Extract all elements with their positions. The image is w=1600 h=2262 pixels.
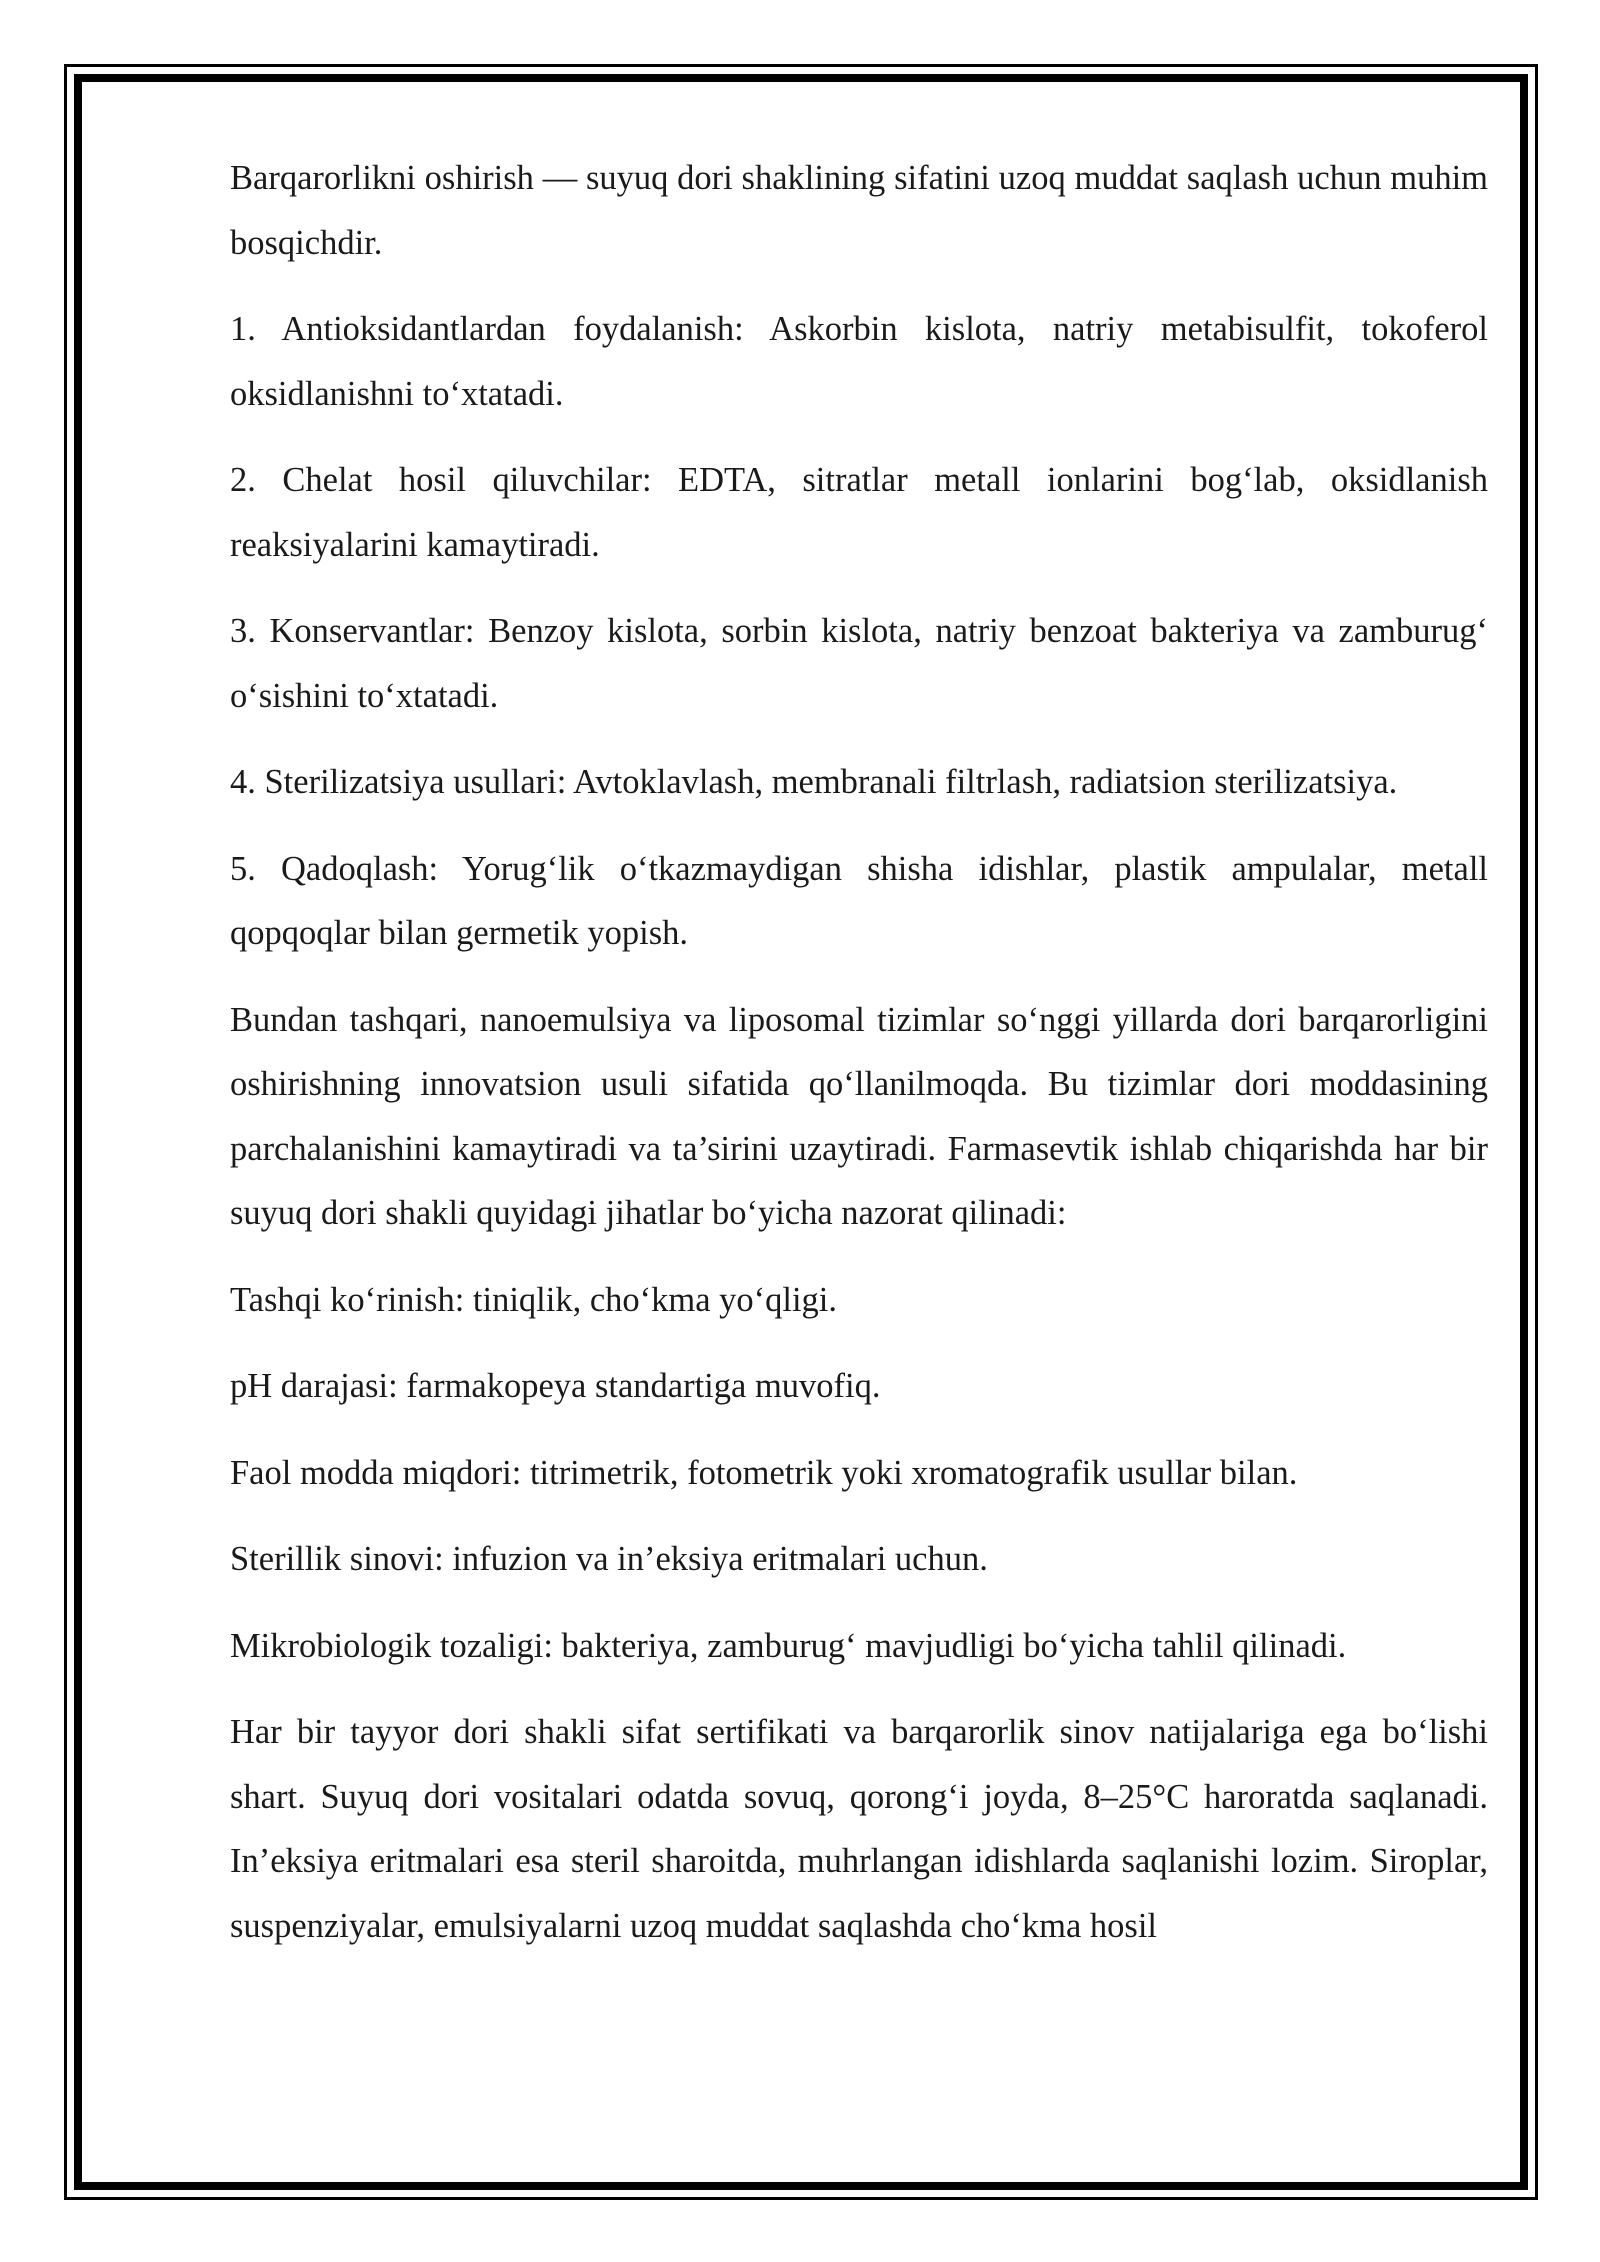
intro-paragraph: Barqarorlikni oshirish — suyuq dori shaklining sifatini uzoq muddat saqlash uchun muhim bosqichdir. [230,159,1488,262]
list-item-preservatives: 3. Konservantlar: Benzoy kislota, sorbin kislota, natriy benzoat bakteriya va zamburug‘ o‘sishini to‘xtatadi. [230,612,1488,715]
document-body [230,146,1488,1958]
storage-paragraph: Har bir tayyor dori shakli sifat sertifikati va barqarorlik sinov natijalariga ega bo‘lishi shart. Suyuq dori vositalari odatda sovuq, qorong‘i joyda, 8–25°C haroratda saqlanadi. In’eksiya eritmalari esa steril sharoitda, muhrlangan idishlarda saqlanishi lozim. Siroplar, suspenziyalar, emulsiyalarni uzoq muddat saqlashda cho‘kma hosil [230,1713,1488,1945]
list-item-chelating-agents: 2. Chelat hosil qiluvchilar: EDTA, sitratlar metall ionlarini bog‘lab, oksidlanish reaksiyalarini kamaytiradi. [230,461,1488,564]
list-item-packaging: 5. Qadoqlash: Yorug‘lik o‘tkazmaydigan shisha idishlar, plastik ampulalar, metall qopqoqlar bilan germetik yopish. [230,849,1488,952]
control-sterility: Sterillik sinovi: infuzion va in’eksiya eritmalari uchun. [230,1540,988,1578]
list-item-antioxidants: 1. Antioksidantlardan foydalanish: Askorbin kislota, natriy metabisulfit, tokoferol oksidlanishni to‘xtatadi. [230,310,1488,413]
list-item-sterilization: 4. Sterilizatsiya usullari: Avtoklavlash, membranali filtrlash, radiatsion sterilizatsiya. [230,763,1398,801]
control-ph: pH darajasi: farmakopeya standartiga muvofiq. [230,1367,881,1405]
control-active-substance: Faol modda miqdori: titrimetrik, fotometrik yoki xromatografik usullar bilan. [230,1453,1298,1492]
control-appearance: Tashqi ko‘rinish: tiniqlik, cho‘kma yo‘qligi. [230,1280,838,1319]
control-microbiology: Mikrobiologik tozaligi: bakteriya, zamburug‘ mavjudligi bo‘yicha tahlil qilinadi. [230,1626,1347,1665]
innovation-paragraph: Bundan tashqari, nanoemulsiya va liposomal tizimlar so‘nggi yillarda dori barqarorligini oshirishning innovatsion usuli sifatida qo‘llanilmoqda. Bu tizimlar dori moddasining parchalanishini kamaytiradi va ta’sirini uzaytiradi. Farmasevtik ishlab chiqarishda har bir suyuq dori shakli quyidagi jihatlar bo‘yicha nazorat qilinadi: [230,1000,1488,1232]
